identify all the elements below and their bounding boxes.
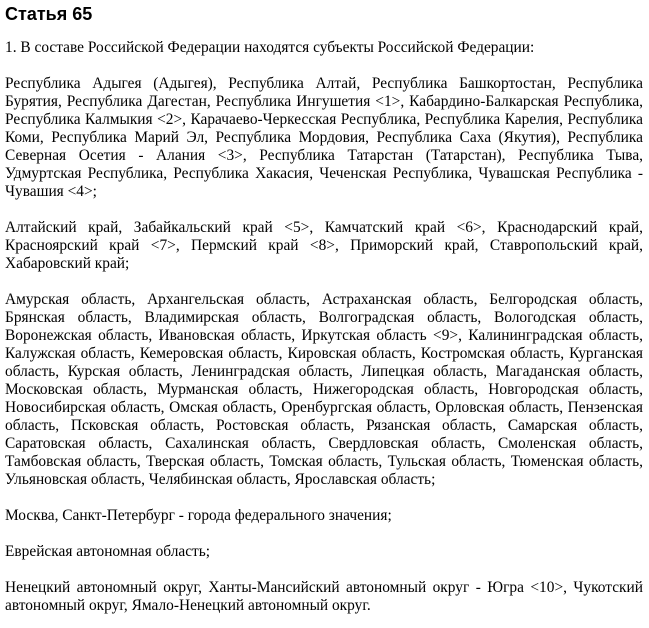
article-title: Статья 65 [5,4,93,24]
paragraph-krais: Алтайский край, Забайкальский край <5>, Камчатский край <6>, Краснодарский край, Красноярский край <7>, Пермский край <8>, Приморский край, Ставропольский край, Хабаровский край; [5,219,643,272]
paragraph-republics: Республика Адыгея (Адыгея), Республика Алтай, Республика Башкортостан, Республика Бурятия, Республика Дагестан, Республика Ингушетия <1>, Кабардино-Балкарская Республика, Республика Калмыкия <2>, Карачаево-Черкесская Республика, Республика Карелия, Республика Коми, Республика Марий Эл, Республика Мордовия, Республика Саха (Якутия), Республика Северная Осетия - Алания <3>, Республика Татарстан (Татарстан), Республика Тыва, Удмуртская Республика, Республика Хакасия, Чеченская Республика, Чувашская Республика - Чувашия <4>; [5,75,643,200]
paragraph-federal-cities: Москва, Санкт-Петербург - города федерального значения; [5,507,392,524]
paragraph-intro: 1. В составе Российской Федерации находятся субъекты Российской Федерации: [5,39,535,56]
paragraph-autonomous-okrugs: Ненецкий автономный округ, Ханты-Мансийский автономный округ - Югра <10>, Чукотский автономный округ, Ямало-Ненецкий автономный округ. [5,579,643,614]
paragraph-oblasts: Амурская область, Архангельская область, Астраханская область, Белгородская область, Брянская область, Владимирская область, Волгоградская область, Вологодская область, Воронежская область, Ивановская область, Иркутская область <9>, Калининградская область, Калужская область, Кемеровская область, Кировская область, Костромская область, Курганская область, Курская область, Ленинградская область, Липецкая область, Магаданская область, Московская область, Мурманская область, Нижегородская область, Новгородская область, Новосибирская область, Омская область, Оренбургская область, Орловская область, Пензенская область, Псковская область, Ростовская область, Рязанская область, Самарская область, Саратовская область, Сахалинская область, Свердловская область, Смоленская область, Тамбовская область, Тверская область, Томская область, Тульская область, Тюменская область, Ульяновская область, Челябинская область, Ярославская область; [5,291,643,488]
paragraph-autonomous-oblast: Еврейская автономная область; [5,543,211,560]
